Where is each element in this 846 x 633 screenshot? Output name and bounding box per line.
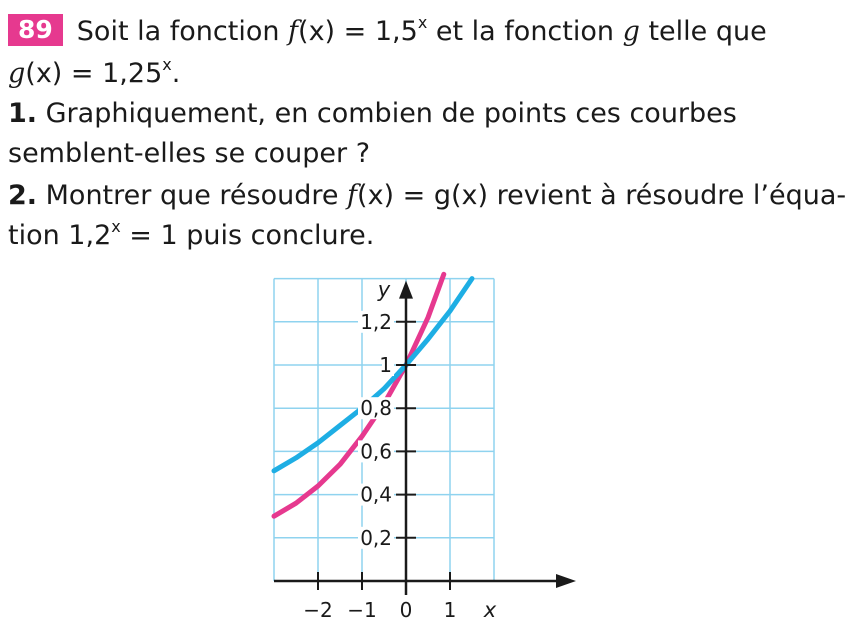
x-tick-label: 0 [399, 598, 413, 622]
y-axis-arrow [399, 281, 413, 299]
question-2-line-1: 2. Montrer que résoudre f(x) = g(x) revient à résoudre l’équa- [8, 180, 846, 211]
x-tick-label: 1 [443, 598, 457, 622]
x-axis-label: x [483, 598, 497, 622]
y-tick-label: 0,8 [360, 396, 392, 421]
y-tick-label: 0,2 [360, 525, 392, 550]
x-tick-label: −2 [303, 598, 333, 622]
statement-line-1: 89 Soit la fonction $f(x) = 1,5^x$ et la fonction g telle que [8, 12, 767, 52]
y-tick-label: 0,4 [360, 482, 392, 507]
statement-line-2: $g(x) = 1,25^x$. [8, 55, 181, 89]
y-tick-label: 1,2 [360, 309, 392, 334]
y-tick-label: 1 [379, 353, 392, 377]
question-1-line-1: 1. Graphiquement, en combien de points ces courbes [8, 98, 737, 129]
curve-1 [274, 274, 444, 516]
question-2-line-2: tion $1,2^x = 1$ puis conclure. [8, 217, 375, 251]
x-tick-label: −1 [347, 598, 377, 622]
exercise-number-badge: 89 [8, 14, 63, 46]
y-tick-label: 0,6 [360, 439, 392, 464]
question-1-line-2: semblent-elles se couper ? [8, 138, 371, 169]
y-axis-label: y [377, 277, 391, 302]
x-axis-arrow [556, 574, 576, 588]
